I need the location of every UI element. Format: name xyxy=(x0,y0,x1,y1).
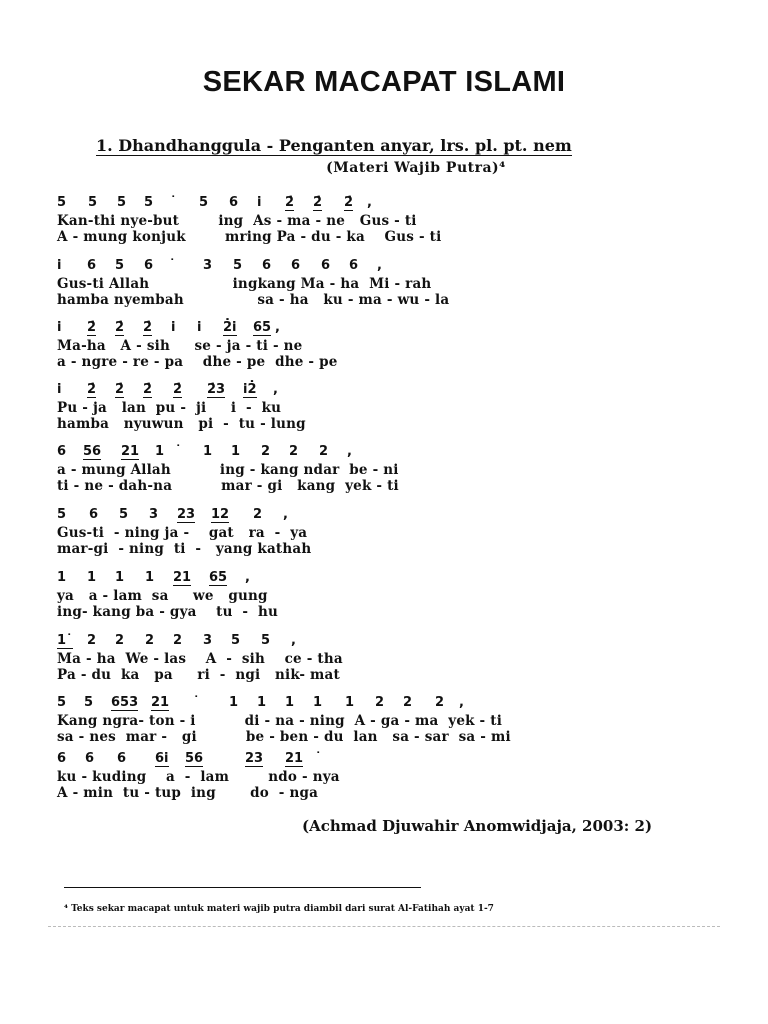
note: 1 xyxy=(155,444,165,459)
note: 1˙ xyxy=(57,633,73,648)
note: 2 xyxy=(87,633,97,648)
note: 5 xyxy=(88,195,98,210)
lyric-line: Ma - ha We - las A - sih ce - tha xyxy=(57,651,343,667)
note: 5 xyxy=(199,195,209,210)
note: 21 xyxy=(285,751,304,766)
note: 2̇ xyxy=(115,320,125,335)
lyric-line: a - ngre - re - pa dhe - pe dhe - pe xyxy=(57,354,338,370)
note: 6 xyxy=(291,258,301,273)
note: 5 xyxy=(233,258,243,273)
note: 2̇ xyxy=(173,382,183,397)
note: 21 xyxy=(121,444,140,459)
note: 23 xyxy=(245,751,264,766)
note: 2̇ xyxy=(344,195,354,210)
note: 1 xyxy=(203,444,213,459)
note: 12 xyxy=(211,507,230,522)
note: 653 xyxy=(111,695,139,710)
stanza xyxy=(57,633,343,683)
note: ˙ xyxy=(175,444,182,459)
note: 2̇ xyxy=(115,382,125,397)
note: i xyxy=(57,258,62,273)
note: 6 xyxy=(87,258,97,273)
stanza xyxy=(57,695,511,745)
note: 1 xyxy=(285,695,295,710)
author-citation: (Achmad Djuwahir Anomwidjaja, 2003: 2) xyxy=(302,817,653,835)
stanza xyxy=(57,320,338,370)
note: i xyxy=(257,195,262,210)
song-subtitle: 1. Dhandhanggula - Penganten anyar, lrs. pl. pt. nem xyxy=(96,136,572,155)
notation-line xyxy=(57,695,511,713)
note: 2̇ xyxy=(143,320,153,335)
note: 2 xyxy=(435,695,445,710)
note: 5 xyxy=(57,507,67,522)
note: 5 xyxy=(57,195,67,210)
stanza xyxy=(57,570,278,620)
lyric-line: ti - ne - dah-na mar - gi kang yek - ti xyxy=(57,478,399,494)
note: 21 xyxy=(151,695,170,710)
note: 5 xyxy=(57,695,67,710)
footnote-rule xyxy=(64,887,421,888)
note: 3 xyxy=(203,258,213,273)
note: 6 xyxy=(229,195,239,210)
note: i xyxy=(57,320,62,335)
note: 5 xyxy=(261,633,271,648)
note: 21 xyxy=(173,570,192,585)
notation-line xyxy=(57,195,441,213)
notation-line xyxy=(57,751,340,769)
note: 1 xyxy=(145,570,155,585)
scan-edge xyxy=(48,926,720,927)
note: 6i xyxy=(155,751,169,766)
lyric-line: Kan-thi nye-but ing As - ma - ne Gus - ti xyxy=(57,213,417,229)
lyric-line: sa - nes mar - gi be - ben - du lan sa - sar sa - mi xyxy=(57,729,511,745)
notation-line xyxy=(57,444,399,462)
note: , xyxy=(367,195,372,210)
note: 6 xyxy=(321,258,331,273)
note: 3 xyxy=(203,633,213,648)
lyric-line: A - min tu - tup ing do - nga xyxy=(57,785,319,801)
note: 2̇ xyxy=(313,195,323,210)
note: 5 xyxy=(117,195,127,210)
note: ˙ xyxy=(315,751,322,766)
note: ˙ xyxy=(170,195,177,210)
notation-line xyxy=(57,570,278,588)
lyric-line: a - mung Allah ing - kang ndar be - ni xyxy=(57,462,399,478)
note: 5 xyxy=(84,695,94,710)
note: 5 xyxy=(231,633,241,648)
note: 2 xyxy=(115,633,125,648)
lyric-line: Pa - du ka pa ri - ngi nik- mat xyxy=(57,667,340,683)
note: 1 xyxy=(345,695,355,710)
lyric-line: ku - kuding a - lam ndo - nya xyxy=(57,769,340,785)
lyric-line: A - mung konjuk mring Pa - du - ka Gus - ti xyxy=(57,229,442,245)
note: 2̇ xyxy=(87,320,97,335)
note: i2̇ xyxy=(243,382,257,397)
note: 5 xyxy=(119,507,129,522)
note: 1 xyxy=(57,570,67,585)
notation-line xyxy=(57,633,343,651)
note: 2̇ xyxy=(143,382,153,397)
lyric-line: hamba nyembah sa - ha ku - ma - wu - la xyxy=(57,292,450,308)
stanza xyxy=(57,382,306,432)
note: 2 xyxy=(289,444,299,459)
note: 6 xyxy=(57,444,67,459)
note: 5 xyxy=(144,195,154,210)
note: ˙ xyxy=(169,258,176,273)
note: , xyxy=(273,382,278,397)
note: 65 xyxy=(253,320,272,335)
note: 23 xyxy=(177,507,196,522)
note: 2̇3 xyxy=(207,382,226,397)
note: 2 xyxy=(403,695,413,710)
note: 6 xyxy=(349,258,359,273)
note: , xyxy=(283,507,288,522)
note: , xyxy=(377,258,382,273)
note: 1 xyxy=(229,695,239,710)
lyric-line: ing- kang ba - gya tu - hu xyxy=(57,604,279,620)
note: 2 xyxy=(319,444,329,459)
notation-line xyxy=(57,382,306,400)
note: 6 xyxy=(262,258,272,273)
note: 1 xyxy=(115,570,125,585)
stanza xyxy=(57,258,449,308)
note: , xyxy=(459,695,464,710)
stanza xyxy=(57,195,441,245)
note: 65 xyxy=(209,570,228,585)
note: 1 xyxy=(231,444,241,459)
stanza xyxy=(57,751,340,801)
note: , xyxy=(347,444,352,459)
note: 5 xyxy=(115,258,125,273)
lyric-line: Kang ngra- ton - i di - na - ning A - ga - ma yek - ti xyxy=(57,713,503,729)
note: 6 xyxy=(85,751,95,766)
note: i xyxy=(171,320,176,335)
note: 2 xyxy=(145,633,155,648)
note: , xyxy=(245,570,250,585)
notation-line xyxy=(57,258,449,276)
note: i xyxy=(197,320,202,335)
note: 56 xyxy=(83,444,102,459)
stanza xyxy=(57,444,399,494)
note: ˙ xyxy=(193,695,200,710)
lyric-line: Ma-ha A - sih se - ja - ti - ne xyxy=(57,338,303,354)
note: 1 xyxy=(87,570,97,585)
note: 1 xyxy=(257,695,267,710)
note: 2̇i xyxy=(223,320,237,335)
note: , xyxy=(291,633,296,648)
note: 2 xyxy=(253,507,263,522)
note: 2 xyxy=(261,444,271,459)
note: 56 xyxy=(185,751,204,766)
lyric-line: hamba nyuwun pi - tu - lung xyxy=(57,416,306,432)
lyric-line: Gus-ti Allah ingkang Ma - ha Mi - rah xyxy=(57,276,432,292)
note: i xyxy=(57,382,62,397)
lyric-line: ya a - lam sa we gung xyxy=(57,588,268,604)
footnote: ⁴ Teks sekar macapat untuk materi wajib putra diambil dari surat Al-Fatihah ayat 1-7 xyxy=(64,904,494,914)
page-title: SEKAR MACAPAT ISLAMI xyxy=(202,66,566,98)
note: 6 xyxy=(89,507,99,522)
note: 3 xyxy=(149,507,159,522)
note: 2̇ xyxy=(87,382,97,397)
materi-note: (Materi Wajib Putra)⁴ xyxy=(326,160,506,176)
note: 2̇ xyxy=(285,195,295,210)
note: 6 xyxy=(57,751,67,766)
stanza xyxy=(57,507,311,557)
note: 2 xyxy=(375,695,385,710)
note: 6 xyxy=(144,258,154,273)
note: 1 xyxy=(313,695,323,710)
notation-line xyxy=(57,507,311,525)
lyric-line: Gus-ti - ning ja - gat ra - ya xyxy=(57,525,308,541)
lyric-line: mar-gi - ning ti - yang kathah xyxy=(57,541,312,557)
note: 2 xyxy=(173,633,183,648)
note: , xyxy=(275,320,280,335)
note: 6 xyxy=(117,751,127,766)
notation-line xyxy=(57,320,338,338)
lyric-line: Pu - ja lan pu - ji i - ku xyxy=(57,400,282,416)
